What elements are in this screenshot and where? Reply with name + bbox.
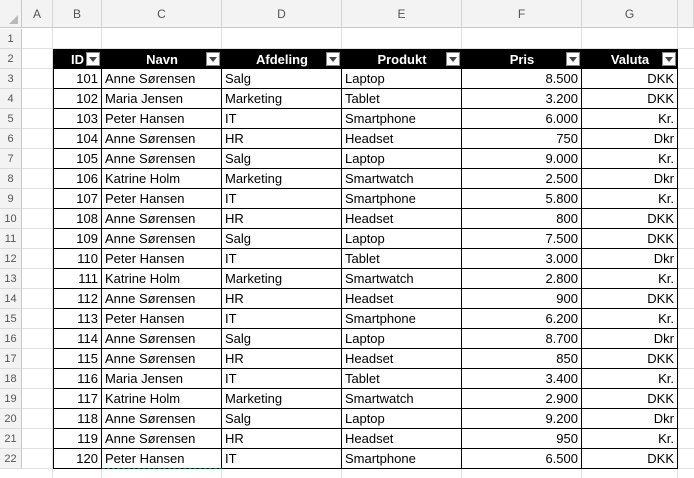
table-cell-valuta[interactable]: DKK bbox=[582, 389, 678, 409]
table-cell-valuta[interactable]: Dkr bbox=[582, 409, 678, 429]
table-cell-valuta[interactable]: Dkr bbox=[582, 169, 678, 189]
column-header-f[interactable]: F bbox=[462, 0, 582, 28]
row-header-4[interactable]: 4 bbox=[0, 89, 22, 109]
table-header-pris bbox=[462, 49, 582, 69]
table-cell-valuta[interactable]: Kr. bbox=[582, 429, 678, 449]
table-cell-navn[interactable]: Anne Sørensen bbox=[102, 349, 222, 369]
row-header-15[interactable]: 15 bbox=[0, 309, 22, 329]
table-cell-afdeling[interactable]: HR bbox=[222, 289, 342, 309]
table-header-row bbox=[53, 49, 678, 69]
table-cell-produkt[interactable]: Headset bbox=[342, 209, 462, 229]
table-cell-id[interactable]: 118 bbox=[53, 409, 102, 429]
table-row bbox=[53, 329, 678, 349]
table-cell-id[interactable]: 116 bbox=[53, 369, 102, 389]
table-header-label: Afdeling bbox=[256, 51, 308, 67]
table-row bbox=[53, 289, 678, 309]
table-row bbox=[53, 369, 678, 389]
table-cell-afdeling[interactable]: HR bbox=[222, 429, 342, 449]
table-cell-navn[interactable]: Anne Sørensen bbox=[102, 289, 222, 309]
table-cell-navn[interactable]: Peter Hansen bbox=[102, 309, 222, 329]
table-cell-pris[interactable]: 6.000 bbox=[462, 109, 582, 129]
table-row bbox=[53, 389, 678, 409]
column-header-a[interactable]: A bbox=[22, 0, 53, 28]
row-header-9[interactable]: 9 bbox=[0, 189, 22, 209]
table-cell-id[interactable]: 107 bbox=[53, 189, 102, 209]
copy-marquee bbox=[102, 468, 222, 469]
table-cell-id[interactable]: 105 bbox=[53, 149, 102, 169]
table-cell-pris[interactable]: 750 bbox=[462, 129, 582, 149]
column-header-d[interactable]: D bbox=[222, 0, 342, 28]
column-header-e[interactable]: E bbox=[342, 0, 462, 28]
table-cell-pris[interactable]: 950 bbox=[462, 429, 582, 449]
table-cell-valuta[interactable]: Dkr bbox=[582, 249, 678, 269]
filter-dropdown-icon[interactable] bbox=[206, 52, 220, 66]
table-row bbox=[53, 69, 678, 89]
row-header-20[interactable]: 20 bbox=[0, 409, 22, 429]
table-cell-navn[interactable]: Peter Hansen bbox=[102, 449, 222, 469]
table-cell-produkt[interactable]: Smartphone bbox=[342, 449, 462, 469]
table-cell-produkt[interactable]: Headset bbox=[342, 349, 462, 369]
table-header-navn bbox=[102, 49, 222, 69]
table-cell-produkt[interactable]: Smartwatch bbox=[342, 269, 462, 289]
table-cell-id[interactable]: 120 bbox=[53, 449, 102, 469]
table-cell-id[interactable]: 112 bbox=[53, 289, 102, 309]
table-cell-navn[interactable]: Katrine Holm bbox=[102, 269, 222, 289]
table-cell-pris[interactable]: 6.500 bbox=[462, 449, 582, 469]
table-cell-produkt[interactable]: Smartphone bbox=[342, 109, 462, 129]
table-cell-afdeling[interactable]: Salg bbox=[222, 409, 342, 429]
row-header-11[interactable]: 11 bbox=[0, 229, 22, 249]
column-header-b[interactable]: B bbox=[53, 0, 102, 28]
table-cell-id[interactable]: 119 bbox=[53, 429, 102, 449]
table-row bbox=[53, 269, 678, 289]
table-cell-navn[interactable]: Anne Sørensen bbox=[102, 429, 222, 449]
table-header-produkt bbox=[342, 49, 462, 69]
table-cell-afdeling[interactable]: IT bbox=[222, 249, 342, 269]
row-header-5[interactable]: 5 bbox=[0, 109, 22, 129]
column-header-c[interactable]: C bbox=[102, 0, 222, 28]
table-cell-produkt[interactable]: Smartwatch bbox=[342, 169, 462, 189]
table-cell-afdeling[interactable]: IT bbox=[222, 309, 342, 329]
table-cell-valuta[interactable]: Dkr bbox=[582, 129, 678, 149]
table-cell-afdeling[interactable]: Salg bbox=[222, 329, 342, 349]
table-cell-pris[interactable]: 9.000 bbox=[462, 149, 582, 169]
table-cell-valuta[interactable]: DKK bbox=[582, 289, 678, 309]
table-cell-produkt[interactable]: Laptop bbox=[342, 149, 462, 169]
table-cell-navn[interactable]: Peter Hansen bbox=[102, 109, 222, 129]
table-row bbox=[53, 89, 678, 109]
table-row bbox=[53, 409, 678, 429]
table-cell-afdeling[interactable]: IT bbox=[222, 189, 342, 209]
row-header-1[interactable]: 1 bbox=[0, 29, 22, 49]
table-cell-valuta[interactable]: DKK bbox=[582, 449, 678, 469]
row-header-13[interactable]: 13 bbox=[0, 269, 22, 289]
table-cell-produkt[interactable]: Tablet bbox=[342, 89, 462, 109]
table-cell-afdeling[interactable]: IT bbox=[222, 369, 342, 389]
table-cell-pris[interactable]: 8.500 bbox=[462, 69, 582, 89]
row-header-18[interactable]: 18 bbox=[0, 369, 22, 389]
table-cell-pris[interactable]: 5.800 bbox=[462, 189, 582, 209]
table-cell-pris[interactable]: 3.000 bbox=[462, 249, 582, 269]
table-cell-id[interactable]: 101 bbox=[53, 69, 102, 89]
table-cell-navn[interactable]: Anne Sørensen bbox=[102, 129, 222, 149]
table-cell-pris[interactable]: 9.200 bbox=[462, 409, 582, 429]
filter-dropdown-icon[interactable] bbox=[662, 52, 676, 66]
table-row bbox=[53, 429, 678, 449]
table-cell-valuta[interactable]: Kr. bbox=[582, 269, 678, 289]
table-cell-valuta[interactable]: DKK bbox=[582, 209, 678, 229]
row-header-19[interactable]: 19 bbox=[0, 389, 22, 409]
table-cell-pris[interactable]: 6.200 bbox=[462, 309, 582, 329]
table-cell-afdeling[interactable]: HR bbox=[222, 349, 342, 369]
table-row bbox=[53, 349, 678, 369]
row-header-22[interactable]: 22 bbox=[0, 449, 22, 469]
table-cell-pris[interactable]: 3.400 bbox=[462, 369, 582, 389]
table-cell-afdeling[interactable]: Salg bbox=[222, 69, 342, 89]
table-row bbox=[53, 149, 678, 169]
table-cell-produkt[interactable]: Laptop bbox=[342, 409, 462, 429]
table-row bbox=[53, 209, 678, 229]
table-cell-afdeling[interactable]: Salg bbox=[222, 229, 342, 249]
table-cell-valuta[interactable]: Kr. bbox=[582, 369, 678, 389]
table-header-label: Produkt bbox=[377, 51, 427, 67]
table-cell-afdeling[interactable]: IT bbox=[222, 449, 342, 469]
table-row bbox=[53, 129, 678, 149]
table-row bbox=[53, 189, 678, 209]
table-cell-id[interactable]: 117 bbox=[53, 389, 102, 409]
filter-dropdown-icon[interactable] bbox=[86, 52, 100, 66]
table-cell-valuta[interactable]: Dkr bbox=[582, 329, 678, 349]
table-cell-id[interactable]: 115 bbox=[53, 349, 102, 369]
table-cell-produkt[interactable]: Smartphone bbox=[342, 309, 462, 329]
table-row bbox=[53, 249, 678, 269]
table-cell-navn[interactable]: Anne Sørensen bbox=[102, 409, 222, 429]
table-cell-pris[interactable]: 8.700 bbox=[462, 329, 582, 349]
table-cell-afdeling[interactable]: Marketing bbox=[222, 389, 342, 409]
table-cell-produkt[interactable]: Laptop bbox=[342, 229, 462, 249]
table-cell-id[interactable]: 106 bbox=[53, 169, 102, 189]
row-header-2[interactable]: 2 bbox=[0, 49, 22, 69]
table-cell-id[interactable]: 103 bbox=[53, 109, 102, 129]
row-header-14[interactable]: 14 bbox=[0, 289, 22, 309]
table-cell-navn[interactable]: Katrine Holm bbox=[102, 389, 222, 409]
table-cell-valuta[interactable]: DKK bbox=[582, 349, 678, 369]
table-cell-valuta[interactable]: Kr. bbox=[582, 189, 678, 209]
table-cell-afdeling[interactable]: Salg bbox=[222, 149, 342, 169]
table-header-label: Navn bbox=[146, 51, 178, 67]
row-header-10[interactable]: 10 bbox=[0, 209, 22, 229]
table-cell-afdeling[interactable]: Marketing bbox=[222, 269, 342, 289]
table-row bbox=[53, 309, 678, 329]
filter-dropdown-icon[interactable] bbox=[446, 52, 460, 66]
table-cell-produkt[interactable]: Tablet bbox=[342, 249, 462, 269]
table-header-label: Pris bbox=[509, 51, 535, 67]
table-cell-afdeling[interactable]: Marketing bbox=[222, 89, 342, 109]
table-cell-valuta[interactable]: DKK bbox=[582, 69, 678, 89]
table-cell-id[interactable]: 113 bbox=[53, 309, 102, 329]
table-cell-valuta[interactable]: DKK bbox=[582, 89, 678, 109]
row-header-3[interactable]: 3 bbox=[0, 69, 22, 89]
table-row bbox=[53, 169, 678, 189]
table-cell-pris[interactable]: 7.500 bbox=[462, 229, 582, 249]
row-header-12[interactable]: 12 bbox=[0, 249, 22, 269]
table-cell-navn[interactable]: Peter Hansen bbox=[102, 189, 222, 209]
table-cell-produkt[interactable]: Laptop bbox=[342, 329, 462, 349]
table-cell-id[interactable]: 109 bbox=[53, 229, 102, 249]
table-cell-navn[interactable]: Anne Sørensen bbox=[102, 69, 222, 89]
table-cell-id[interactable]: 110 bbox=[53, 249, 102, 269]
table-cell-valuta[interactable]: Kr. bbox=[582, 109, 678, 129]
table-cell-navn[interactable]: Anne Sørensen bbox=[102, 229, 222, 249]
column-header-next[interactable] bbox=[678, 0, 694, 28]
table-cell-produkt[interactable]: Laptop bbox=[342, 69, 462, 89]
table-cell-pris[interactable]: 800 bbox=[462, 209, 582, 229]
row-header-6[interactable]: 6 bbox=[0, 129, 22, 149]
filter-dropdown-icon[interactable] bbox=[326, 52, 340, 66]
table-cell-valuta[interactable]: Kr. bbox=[582, 149, 678, 169]
table-cell-navn[interactable]: Anne Sørensen bbox=[102, 209, 222, 229]
filter-dropdown-icon[interactable] bbox=[566, 52, 580, 66]
table-cell-produkt[interactable]: Headset bbox=[342, 429, 462, 449]
table-row bbox=[53, 109, 678, 129]
row-header-21[interactable]: 21 bbox=[0, 429, 22, 449]
table-cell-navn[interactable]: Peter Hansen bbox=[102, 249, 222, 269]
table-cell-afdeling[interactable]: HR bbox=[222, 129, 342, 149]
table-cell-navn[interactable]: Maria Jensen bbox=[102, 369, 222, 389]
select-all-icon bbox=[9, 15, 18, 24]
table-cell-produkt[interactable]: Smartwatch bbox=[342, 389, 462, 409]
table-cell-afdeling[interactable]: HR bbox=[222, 209, 342, 229]
table-header-id bbox=[53, 49, 102, 69]
table-cell-pris[interactable]: 2.900 bbox=[462, 389, 582, 409]
table-row bbox=[53, 229, 678, 249]
table-cell-pris[interactable]: 2.500 bbox=[462, 169, 582, 189]
select-all-corner[interactable] bbox=[0, 0, 22, 28]
table-cell-produkt[interactable]: Headset bbox=[342, 129, 462, 149]
table-cell-navn[interactable]: Anne Sørensen bbox=[102, 329, 222, 349]
column-header-g[interactable]: G bbox=[582, 0, 678, 28]
table-cell-pris[interactable]: 3.200 bbox=[462, 89, 582, 109]
table-cell-valuta[interactable]: DKK bbox=[582, 229, 678, 249]
row-header-7[interactable]: 7 bbox=[0, 149, 22, 169]
row-header-17[interactable]: 17 bbox=[0, 349, 22, 369]
table-header-valuta bbox=[582, 49, 678, 69]
table-cell-produkt[interactable]: Tablet bbox=[342, 369, 462, 389]
table-cell-valuta[interactable]: Kr. bbox=[582, 309, 678, 329]
table-cell-id[interactable]: 111 bbox=[53, 269, 102, 289]
table-cell-afdeling[interactable]: Marketing bbox=[222, 169, 342, 189]
table-cell-pris[interactable]: 2.800 bbox=[462, 269, 582, 289]
table-row bbox=[53, 449, 678, 469]
table-cell-id[interactable]: 114 bbox=[53, 329, 102, 349]
table-cell-id[interactable]: 108 bbox=[53, 209, 102, 229]
table-cell-navn[interactable]: Maria Jensen bbox=[102, 89, 222, 109]
table-header-label: ID bbox=[71, 51, 84, 67]
table-cell-pris[interactable]: 850 bbox=[462, 349, 582, 369]
row-header-8[interactable]: 8 bbox=[0, 169, 22, 189]
table-header-label: Valuta bbox=[610, 51, 650, 67]
row-header-16[interactable]: 16 bbox=[0, 329, 22, 349]
table-cell-afdeling[interactable]: IT bbox=[222, 109, 342, 129]
table-cell-produkt[interactable]: Headset bbox=[342, 289, 462, 309]
table-cell-navn[interactable]: Anne Sørensen bbox=[102, 149, 222, 169]
table-cell-pris[interactable]: 900 bbox=[462, 289, 582, 309]
table-cell-id[interactable]: 104 bbox=[53, 129, 102, 149]
table-cell-navn[interactable]: Katrine Holm bbox=[102, 169, 222, 189]
table-cell-produkt[interactable]: Smartphone bbox=[342, 189, 462, 209]
table-cell-id[interactable]: 102 bbox=[53, 89, 102, 109]
table-header-afdeling bbox=[222, 49, 342, 69]
